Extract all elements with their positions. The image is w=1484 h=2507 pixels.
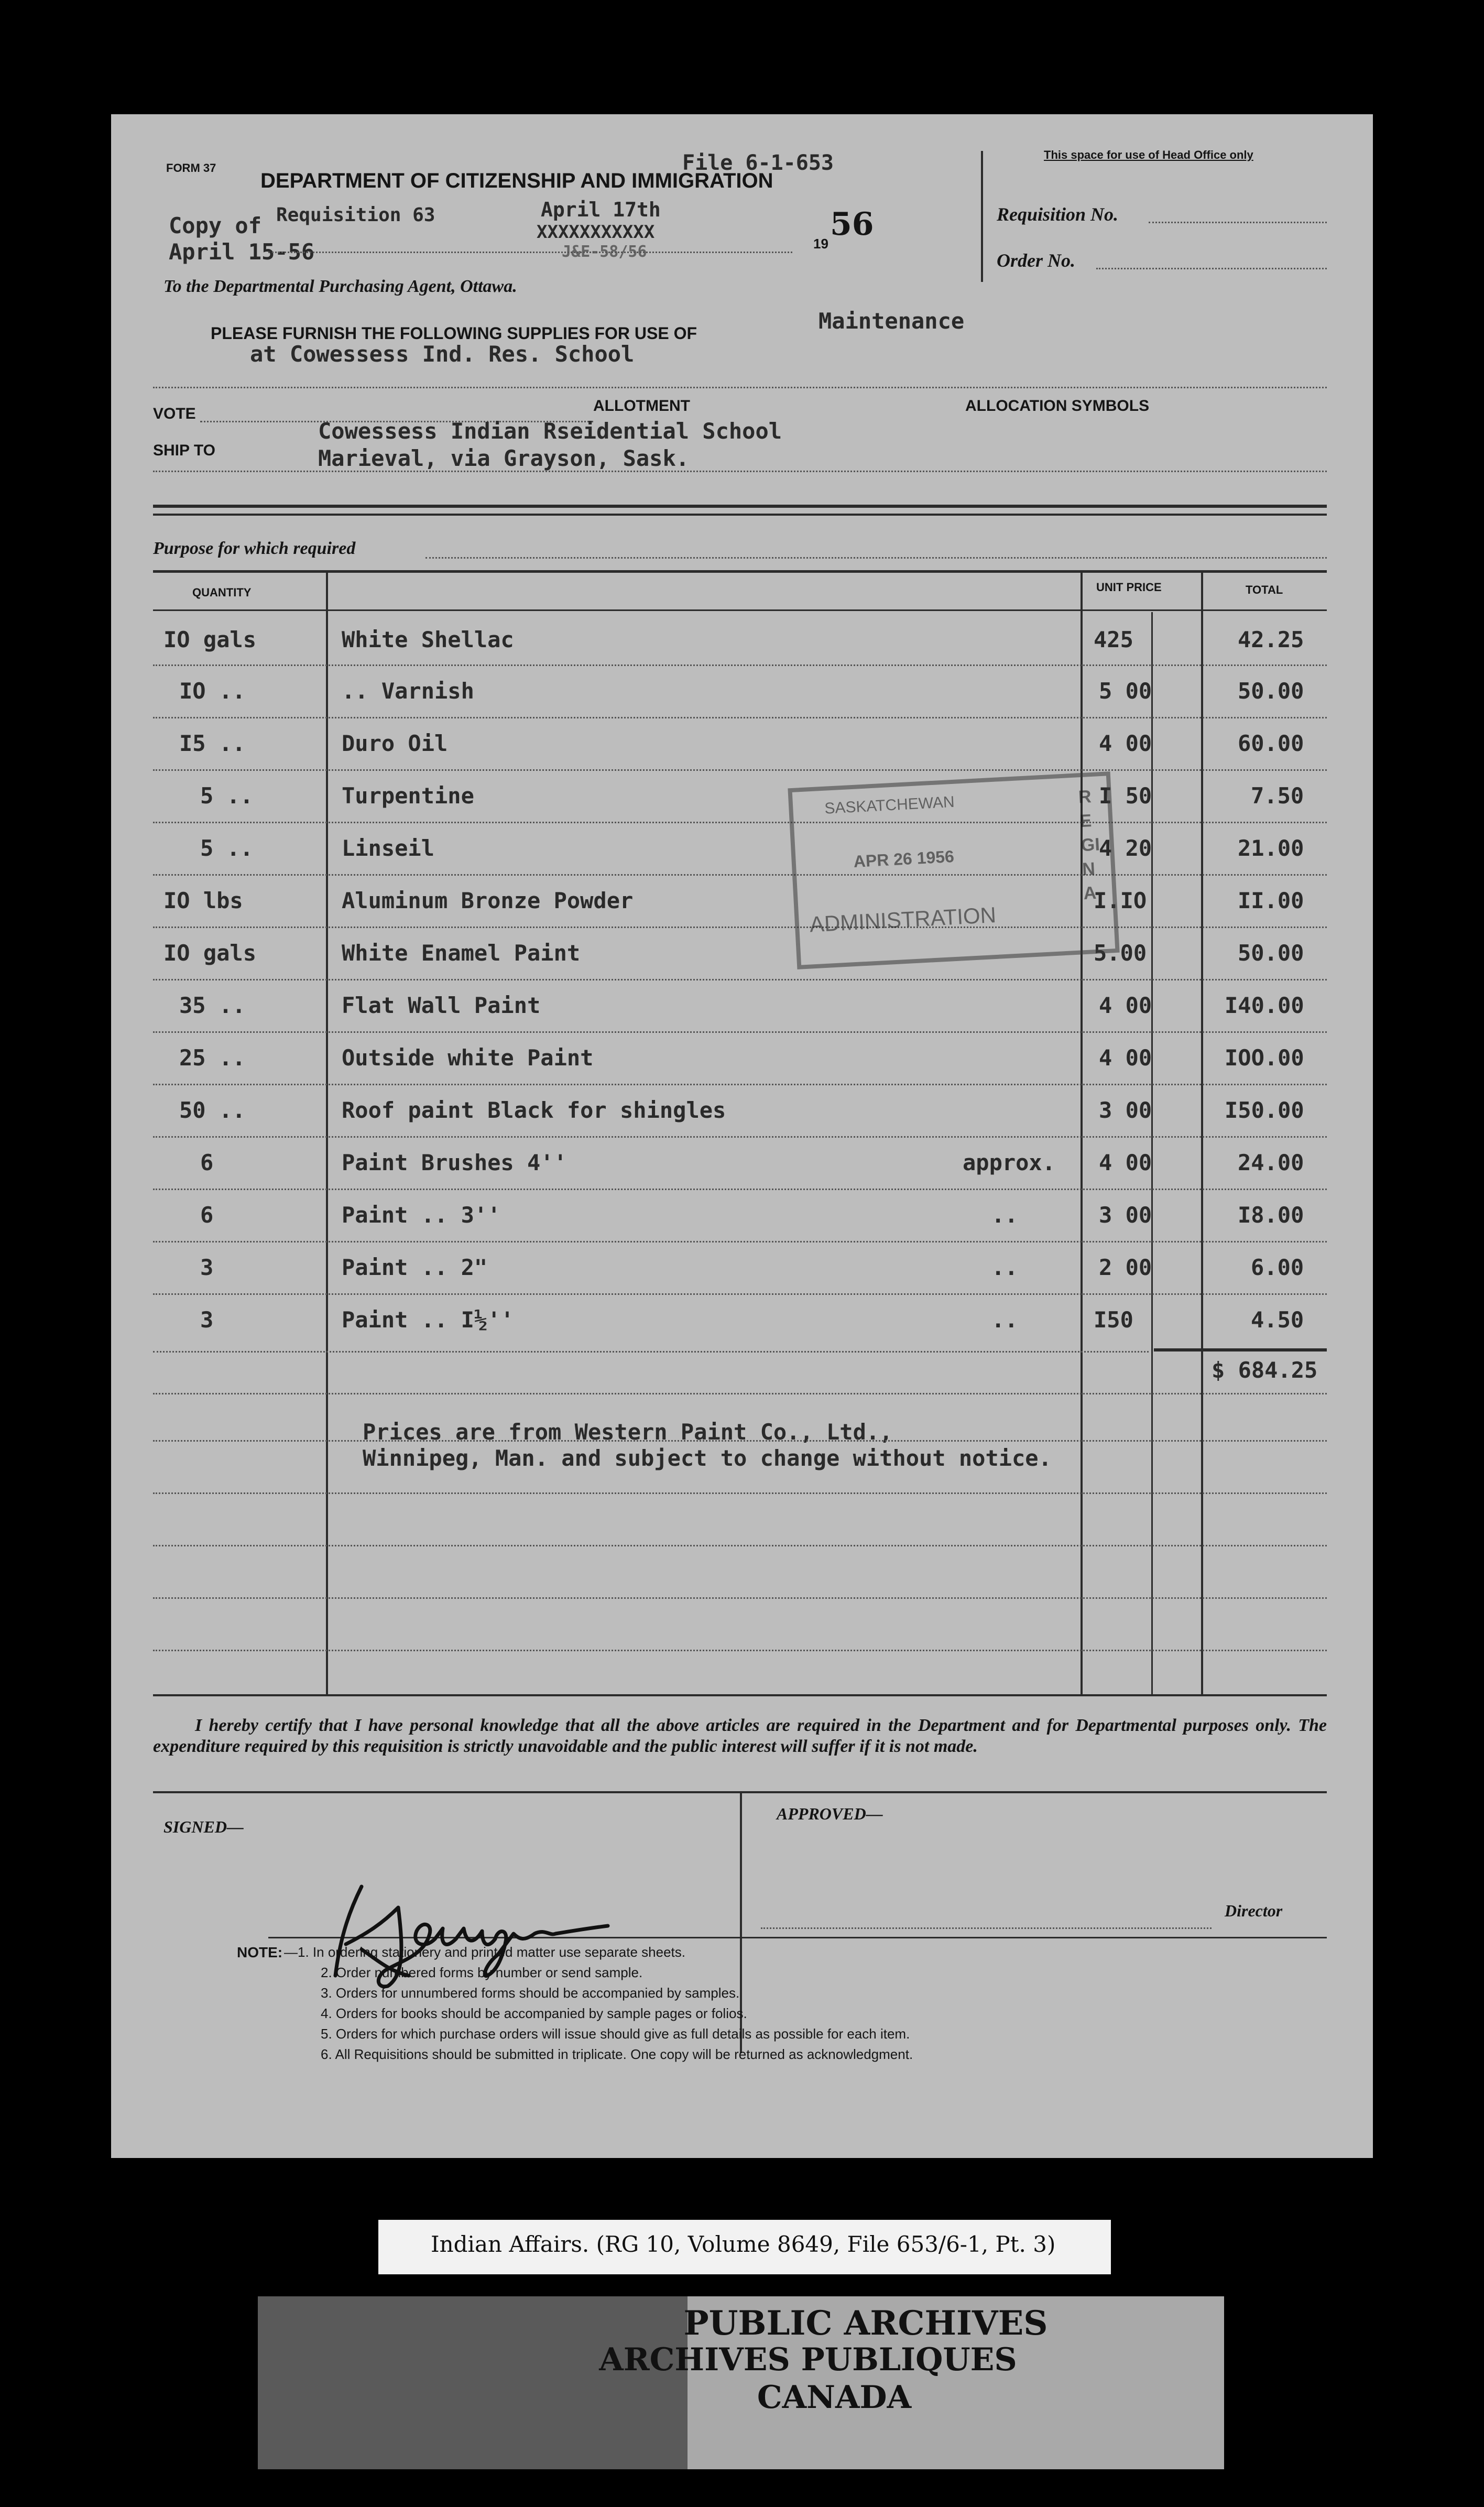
row-rule [153, 926, 1327, 928]
row-total: II.00 [1238, 888, 1304, 913]
row-desc: Paint .. I½'' [342, 1307, 514, 1333]
date-line [268, 252, 792, 253]
row-note: .. [991, 1307, 1018, 1333]
row-rule [153, 1545, 1327, 1546]
row-total: 6.00 [1251, 1255, 1304, 1280]
table-row [153, 1245, 1327, 1298]
signature-image [325, 1871, 618, 1991]
prices-note-1: Prices are from Western Paint Co., Ltd., [363, 1419, 893, 1445]
allotment-label: ALLOTMENT [593, 397, 690, 415]
approved-label: APPROVED— [777, 1804, 883, 1823]
rule-top [153, 505, 1327, 508]
signed-label: SIGNED— [163, 1817, 244, 1836]
ship-to-label: SHIP TO [153, 442, 215, 459]
row-total: 24.00 [1238, 1150, 1304, 1175]
ship-line [153, 471, 1327, 472]
row-unit: 5.00 [1094, 940, 1147, 966]
stamp-line-3: ADMINISTRATION [809, 902, 997, 937]
table-bottom-rule [153, 1694, 1327, 1696]
row-total: 50.00 [1238, 940, 1304, 966]
note-4: 4. Orders for books should be accompanied by sample pages or folios. [321, 2005, 747, 2021]
date-left: April 15-56 [169, 239, 315, 265]
table-row [153, 1193, 1327, 1245]
row-desc: Paint .. 3'' [342, 1202, 501, 1228]
row-qty: 50 .. [179, 1097, 246, 1123]
ship-line-2: Marieval, via Grayson, Sask. [318, 445, 690, 471]
year-prefix: 19 [813, 236, 828, 252]
copy-of-typed: Requisition 63 [276, 204, 435, 226]
row-rule [153, 822, 1327, 823]
row-rule [153, 874, 1327, 876]
file-number: File 6-1-653 [682, 151, 834, 175]
row-rule [153, 979, 1327, 980]
requisition-line [1149, 222, 1327, 223]
row-rule [153, 1189, 1327, 1190]
row-total: 50.00 [1238, 678, 1304, 704]
use-of-typed: Maintenance [819, 308, 965, 334]
table-row [153, 983, 1327, 1036]
row-rule [153, 1492, 1327, 1494]
table-row [153, 1036, 1327, 1088]
row-qty: 25 .. [179, 1045, 246, 1071]
row-unit: 5 00 [1099, 678, 1152, 704]
row-rule [153, 1136, 1327, 1138]
row-unit: 4 20 [1099, 835, 1152, 861]
header-rule [153, 609, 1327, 611]
archives-stamp-band [258, 2296, 1224, 2469]
approved-line [761, 1927, 1212, 1929]
total-rule [1154, 1348, 1327, 1351]
table-row [153, 826, 1327, 878]
dated-typed: April 17th [541, 198, 661, 221]
certify-text: I hereby certify that I have personal knowledge that all the above articles are required in the Department and for Departmental purposes only. The expenditure required by this requisition is strictly unavoidable and the public interest will suffer if it is not made. [153, 1716, 1327, 1756]
order-line [1096, 268, 1327, 269]
to-line: To the Departmental Purchasing Agent, Ottawa. [163, 277, 517, 296]
row-desc: White Shellac [342, 627, 514, 652]
requisition-label: Requisition No. [997, 204, 1119, 225]
table-row [153, 669, 1327, 721]
archives-line-2: ARCHIVES PUBLIQUES [599, 2341, 1017, 2378]
year-handwritten: 56 [830, 206, 874, 243]
row-rule [153, 769, 1327, 771]
row-rule [153, 1597, 1327, 1599]
purpose-label: Purpose for which required [153, 539, 356, 558]
received-stamp [788, 771, 1119, 969]
row-desc: Turpentine [342, 783, 474, 809]
row-rule [153, 1440, 1327, 1442]
table-row [153, 931, 1327, 983]
table-row [153, 878, 1327, 931]
row-rule [153, 1293, 1327, 1295]
table-row [153, 1298, 1327, 1350]
row-rule [153, 1031, 1327, 1033]
row-total: I40.00 [1225, 993, 1304, 1018]
stamp-date: APR 26 1956 [853, 846, 955, 871]
total-header: TOTAL [1246, 583, 1283, 596]
stamp-line-1: SASKATCHEWAN [824, 793, 955, 818]
row-qty: 35 .. [179, 993, 246, 1018]
row-note: .. [991, 1202, 1018, 1228]
director-label: Director [1225, 1901, 1283, 1920]
quantity-header: QUANTITY [192, 586, 252, 599]
row-unit: 4 00 [1099, 731, 1152, 756]
xs-typed: XXXXXXXXXXX [537, 222, 655, 243]
band-shadow [258, 2296, 688, 2469]
row-desc: Aluminum Bronze Powder [342, 888, 634, 913]
row-unit: I50 [1094, 1307, 1133, 1333]
allocation-label: ALLOCATION SYMBOLS [965, 397, 1150, 415]
note-5: 5. Orders for which purchase orders will issue should give as full details as possible for each item. [321, 2026, 910, 2042]
row-unit: I.IO [1094, 888, 1147, 913]
note-1: —1. In ordering stationery and printed matter use separate sheets. [284, 1944, 685, 1960]
row-qty: IO lbs [163, 888, 243, 913]
row-qty: 5 .. [200, 783, 254, 809]
order-label: Order No. [997, 250, 1075, 271]
table-row [153, 617, 1327, 670]
row-total: 42.25 [1238, 627, 1304, 652]
row-unit: 2 00 [1099, 1255, 1152, 1280]
row-desc: .. Varnish [342, 678, 474, 704]
table-top-rule [153, 570, 1327, 573]
row-total: I8.00 [1238, 1202, 1304, 1228]
stamp-side: REGINA [1078, 787, 1100, 904]
table-row [153, 1088, 1327, 1140]
furnish-line [153, 387, 1327, 388]
row-qty: 3 [200, 1307, 214, 1333]
row-rule [153, 664, 1327, 666]
row-qty: 6 [200, 1202, 214, 1228]
grand-total: $ 684.25 [1212, 1357, 1318, 1383]
row-unit: 3 00 [1099, 1202, 1152, 1228]
row-qty: IO gals [163, 940, 257, 966]
row-desc: Duro Oil [342, 731, 448, 756]
requisition-form [111, 114, 1373, 2158]
row-qty: 6 [200, 1150, 214, 1175]
row-desc: Paint .. 2" [342, 1255, 488, 1280]
row-rule [153, 1351, 1149, 1353]
row-qty: I5 .. [179, 731, 246, 756]
row-desc: White Enamel Paint [342, 940, 581, 966]
row-total: 60.00 [1238, 731, 1304, 756]
row-desc: Flat Wall Paint [342, 993, 541, 1018]
row-unit: 4 00 [1099, 1045, 1152, 1071]
row-unit: I 50 [1099, 783, 1152, 809]
rule-top-2 [153, 514, 1327, 516]
ship-line-1: Cowessess Indian Rseidential School [318, 418, 782, 444]
row-desc: Outside white Paint [342, 1045, 594, 1071]
row-rule [153, 1241, 1327, 1242]
note-3: 3. Orders for unnumbered forms should be accompanied by samples. [321, 1985, 740, 2001]
head-office-title: This space for use of Head Office only [1044, 148, 1253, 161]
row-unit: 4 00 [1099, 1150, 1152, 1175]
row-unit: 3 00 [1099, 1097, 1152, 1123]
note-6: 6. All Requisitions should be submitted in triplicate. One copy will be returned as acknowledgment. [321, 2046, 913, 2062]
at-line-typed: at Cowessess Ind. Res. School [250, 341, 635, 367]
row-desc: Linseil [342, 835, 435, 861]
table-row [153, 773, 1327, 826]
note-2: 2. Order numbered forms by number or send sample. [321, 1965, 643, 1980]
row-qty: IO gals [163, 627, 257, 652]
row-total: 4.50 [1251, 1307, 1304, 1333]
archive-reference: Indian Affairs. (RG 10, Volume 8649, File 653/6-1, Pt. 3) [431, 2231, 1056, 2257]
row-qty: 3 [200, 1255, 214, 1280]
unit-price-header: UNIT PRICE [1096, 581, 1162, 594]
row-rule [153, 717, 1327, 718]
department-title: DEPARTMENT OF CITIZENSHIP AND IMMIGRATION [260, 169, 773, 192]
row-rule [153, 1650, 1327, 1651]
archives-line-3: CANADA [757, 2379, 912, 2416]
vote-label: VOTE [153, 405, 196, 422]
row-total: 21.00 [1238, 835, 1304, 861]
row-unit: 4 00 [1099, 993, 1152, 1018]
table-row [153, 1140, 1327, 1193]
row-qty: 5 .. [200, 835, 254, 861]
row-note: approx. [963, 1150, 1056, 1175]
row-rule [153, 1393, 1327, 1394]
archive-reference-strip [378, 2220, 1111, 2274]
form-number: FORM 37 [166, 161, 216, 175]
note-label: NOTE: [237, 1944, 283, 1960]
row-total: I50.00 [1225, 1097, 1304, 1123]
furnish-label: PLEASE FURNISH THE FOLLOWING SUPPLIES FOR USE OF [211, 324, 697, 343]
row-unit: 425 [1094, 627, 1133, 652]
row-note: .. [991, 1255, 1018, 1280]
row-qty: IO .. [179, 678, 246, 704]
row-desc: Roof paint Black for shingles [342, 1097, 726, 1123]
archives-line-1: PUBLIC ARCHIVES [683, 2304, 1048, 2343]
head-office-divider [981, 151, 983, 282]
prices-note-2: Winnipeg, Man. and subject to change without notice. [363, 1445, 1052, 1471]
row-desc: Paint Brushes 4'' [342, 1150, 567, 1175]
reference-typed: J&E-58/56 [562, 243, 647, 261]
row-total: 7.50 [1251, 783, 1304, 809]
purpose-line [425, 557, 1327, 559]
row-rule [153, 1084, 1327, 1085]
row-total: IOO.00 [1225, 1045, 1304, 1071]
copy-of-label: Copy of [169, 213, 262, 238]
table-row [153, 721, 1327, 773]
